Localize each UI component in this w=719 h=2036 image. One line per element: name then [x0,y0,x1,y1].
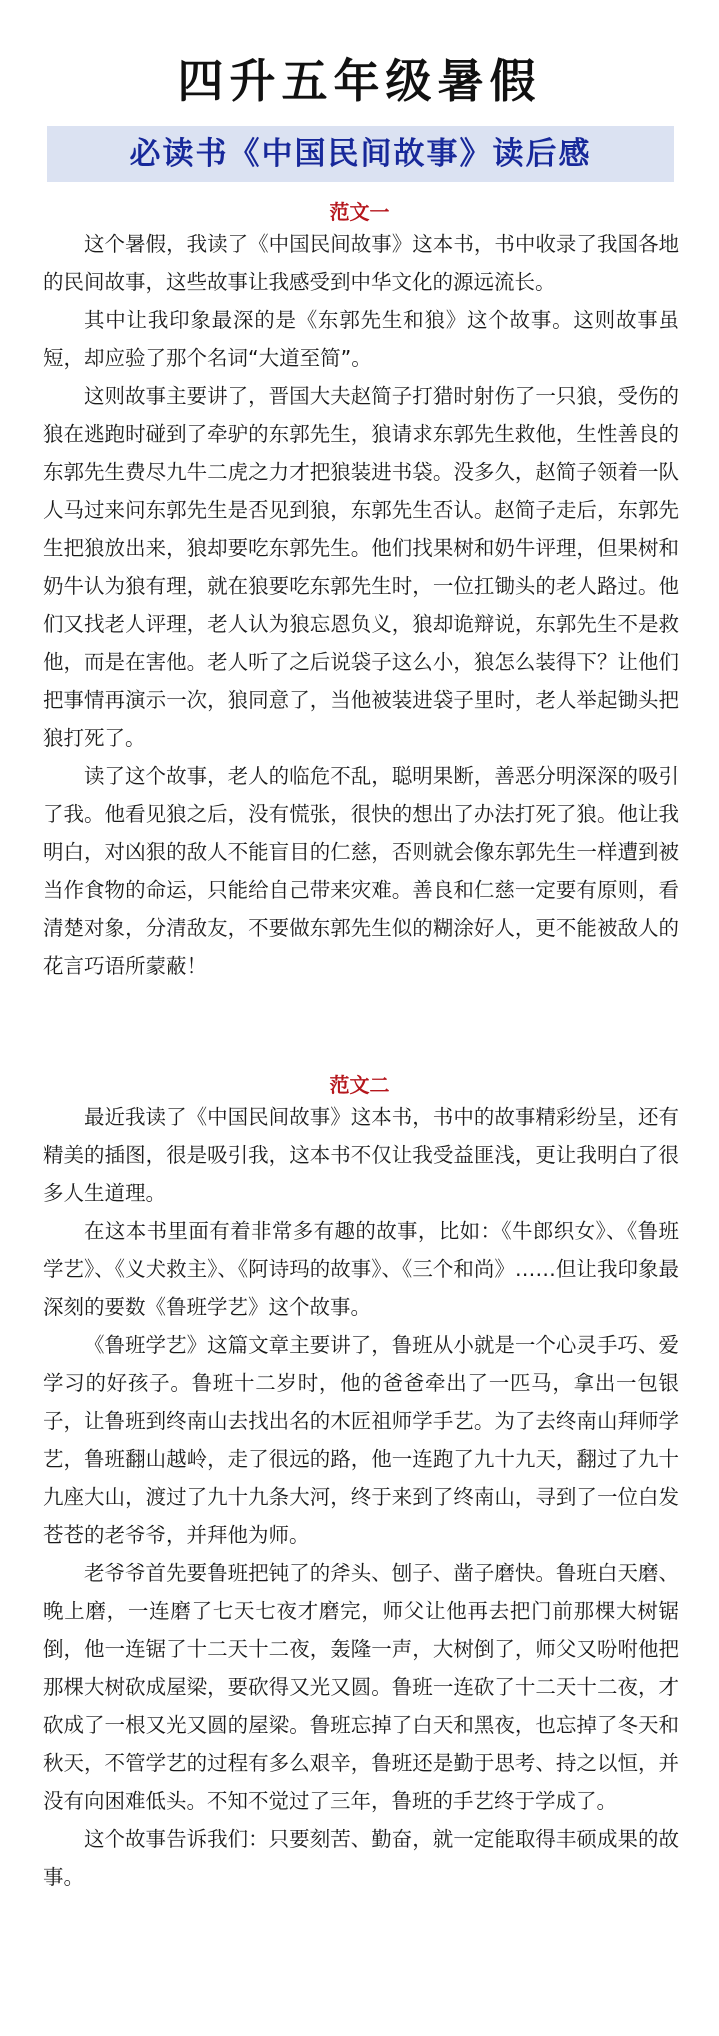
essay-one-paragraph: 其中让我印象最深的是《东郭先生和狼》这个故事。这则故事虽短，却应验了那个名词“大道至简”。 [43,308,679,370]
essay-one-body [43,225,679,985]
title-banner [47,126,674,182]
essay-two-paragraph: 老爷爷首先要鲁班把钝了的斧头、刨子、凿子磨快。鲁班白天磨、晚上磨，一连磨了七天七夜才磨完，师父让他再去把门前那棵大树锯倒，他一连锯了十二天十二夜，轰隆一声，大树倒了，师父又吩咐他把那棵大树砍成屋梁，要砍得又光又圆。鲁班一连砍了十二天十二夜，才砍成了一根又光又圆的屋梁。鲁班忘掉了白天和黑夜，也忘掉了冬天和秋天，不管学艺的过程有多么艰辛，鲁班还是勤于思考、持之以恒，并没有向困难低头。不知不觉过了三年，鲁班的手艺终于学成了。 [43,1561,679,1813]
essay-one-paragraph: 这则故事主要讲了，晋国大夫赵简子打猎时射伤了一只狼，受伤的狼在逃跑时碰到了牵驴的东郭先生，狼请求东郭先生救他，生性善良的东郭先生费尽九牛二虎之力才把狼装进书袋。没多久，赵简子领着一队人马过来问东郭先生是否见到狼，东郭先生否认。赵简子走后，东郭先生把狼放出来，狼却要吃东郭先生。他们找果树和奶牛评理，但果树和奶牛认为狼有理，就在狼要吃东郭先生时，一位扛锄头的老人路过。他们又找老人评理，老人认为狼忘恩负义，狼却诡辩说，东郭先生不是救他，而是在害他。老人听了之后说袋子这么小，狼怎么装得下？让他们把事情再演示一次，狼同意了，当他被装进袋子里时，老人举起锄头把狼打死了。 [43,384,679,750]
essay-one-paragraph: 这个暑假，我读了《中国民间故事》这本书，书中收录了我国各地的民间故事，这些故事让我感受到中华文化的源远流长。 [43,232,679,294]
page-title: 四升五年级暑假 [177,54,542,108]
essay-two-paragraph: 《鲁班学艺》这篇文章主要讲了，鲁班从小就是一个心灵手巧、爱学习的好孩子。鲁班十二岁时，他的爸爸牵出了一匹马，拿出一包银子，让鲁班到终南山去找出名的木匠祖师学手艺。为了去终南山拜师学艺，鲁班翻山越岭，走了很远的路，他一连跑了九十九天，翻过了九十九座大山，渡过了九十九条大河，终于来到了终南山，寻到了一位白发苍苍的老爷爷，并拜他为师。 [43,1333,679,1547]
essay-one-title: 范文一 [329,200,390,224]
essay-two-title: 范文二 [329,1073,390,1097]
essay-two-paragraph: 这个故事告诉我们：只要刻苦、勤奋，就一定能取得丰硕成果的故事。 [43,1827,679,1889]
essay-two-paragraph: 最近我读了《中国民间故事》这本书，书中的故事精彩纷呈，还有精美的插图，很是吸引我，这本书不仅让我受益匪浅，更让我明白了很多人生道理。 [43,1105,679,1205]
essay-one-paragraph: 读了这个故事，老人的临危不乱，聪明果断，善恶分明深深的吸引了我。他看见狼之后，没有慌张，很快的想出了办法打死了狼。他让我明白，对凶狠的敌人不能盲目的仁慈，否则就会像东郭先生一样遭到被当作食物的命运，只能给自己带来灾难。善良和仁慈一定要有原则，看清楚对象，分清敌友，不要做东郭先生似的糊涂好人，更不能被敌人的花言巧语所蒙蔽！ [43,764,679,978]
essay-two-body [43,1098,679,1896]
essay-two-paragraph: 在这本书里面有着非常多有趣的故事，比如：《牛郎织女》、《鲁班学艺》、《义犬救主》、《阿诗玛的故事》、《三个和尚》……但让我印象最深刻的要数《鲁班学艺》这个故事。 [43,1219,679,1319]
banner-title: 必读书《中国民间故事》读后感 [129,135,592,172]
